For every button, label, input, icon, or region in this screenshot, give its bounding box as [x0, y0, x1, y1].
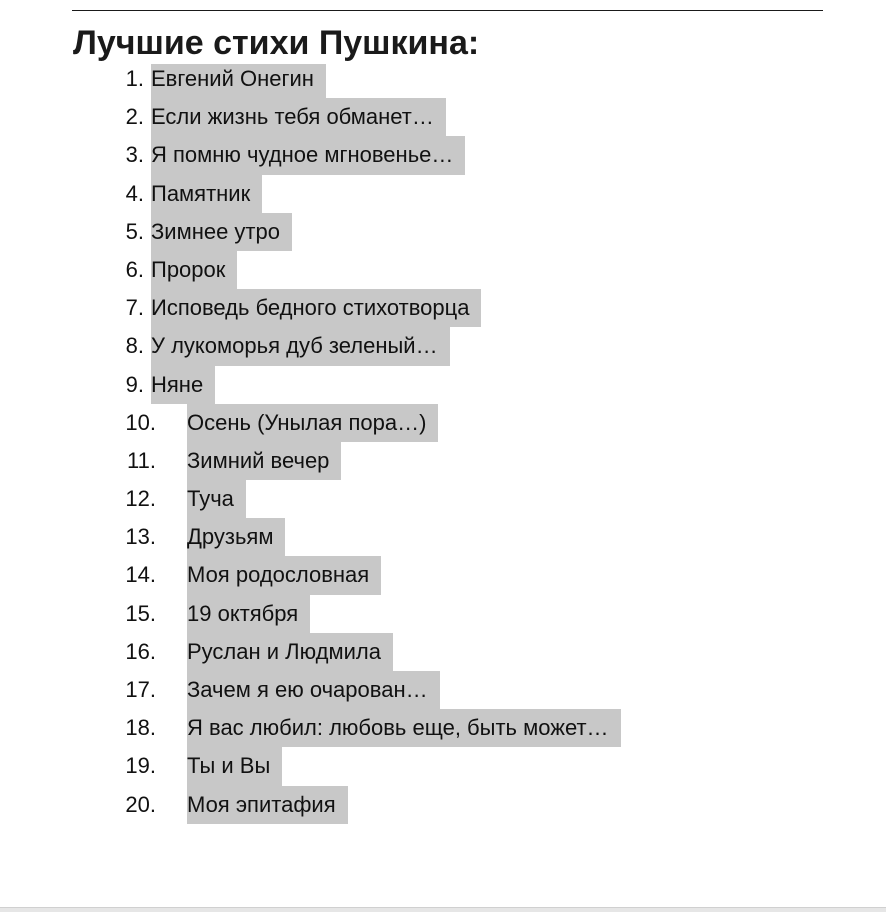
- list-item-title: Зимнее утро: [151, 213, 292, 251]
- list-item-number: 3.: [125, 142, 144, 168]
- list-item-number: 4.: [125, 180, 144, 206]
- list-item: [0, 518, 886, 556]
- list-item-number: 1.: [125, 66, 144, 91]
- list-item-title: Няне: [151, 366, 215, 404]
- list-item: [0, 556, 886, 594]
- list-item: [0, 633, 886, 671]
- list-item-title: Пророк: [151, 251, 237, 289]
- list-item-number: 20.: [125, 791, 156, 817]
- list-item: [0, 175, 886, 213]
- list-item: [0, 251, 886, 289]
- list-item: [0, 98, 886, 136]
- list-item-title: Зачем я ею очарован…: [187, 671, 440, 709]
- list-item-title: Я вас любил: любовь еще, быть может…: [187, 709, 621, 747]
- list-item: [0, 404, 886, 442]
- list-item-title: Руслан и Людмила: [187, 633, 393, 671]
- list-item-number: 13.: [125, 524, 156, 550]
- list-item-title: Друзьям: [187, 518, 285, 556]
- list-item: [0, 327, 886, 365]
- list-item-title: Памятник: [151, 175, 262, 213]
- list-item-number: 2.: [125, 104, 144, 130]
- list-item-number: 9.: [125, 371, 144, 397]
- list-item: [0, 60, 886, 98]
- list-item: [0, 480, 886, 518]
- list-item-title: Осень (Унылая пора…): [187, 404, 438, 442]
- list-item-title: 19 октября: [187, 595, 310, 633]
- list-item-number: 14.: [125, 562, 156, 588]
- list-item-number: 16.: [125, 638, 156, 664]
- list-item-number: 5.: [125, 218, 144, 244]
- list-item-number: 12.: [125, 486, 156, 512]
- list-item: [0, 213, 886, 251]
- list-item-title: Евгений Онегин: [151, 64, 326, 98]
- top-rule: [72, 10, 823, 11]
- list-item-title: Туча: [187, 480, 246, 518]
- list-item: [0, 709, 886, 747]
- list-item: [0, 136, 886, 174]
- list-item-title: Моя эпитафия: [187, 786, 348, 824]
- list-item: [0, 442, 886, 480]
- list-item-title: Моя родословная: [187, 556, 381, 594]
- list-item-number: 10.: [125, 409, 156, 435]
- list-item-title: У лукоморья дуб зеленый…: [151, 327, 450, 365]
- page-title: Лучшие стихи Пушкина:: [73, 24, 480, 62]
- list-item-number: 8.: [125, 333, 144, 359]
- poem-list: [0, 60, 886, 824]
- list-item-number: 15.: [125, 600, 156, 626]
- list-item-title: Зимний вечер: [187, 442, 341, 480]
- list-item-number: 11.: [127, 447, 156, 473]
- list-item: [0, 747, 886, 785]
- list-item-number: 19.: [125, 753, 156, 779]
- bottom-border: [0, 907, 886, 912]
- list-item: [0, 595, 886, 633]
- list-item-title: Если жизнь тебя обманет…: [151, 98, 446, 136]
- list-item: [0, 289, 886, 327]
- list-item-number: 6.: [125, 256, 144, 282]
- list-item-title: Ты и Вы: [187, 747, 282, 785]
- list-item-number: 18.: [125, 715, 156, 741]
- list-item: [0, 786, 886, 824]
- list-item-title: Исповедь бедного стихотворца: [151, 289, 481, 327]
- list-item-title: Я помню чудное мгновенье…: [151, 136, 465, 174]
- list-item: [0, 671, 886, 709]
- list-item-number: 17.: [125, 677, 156, 702]
- list-item-number: 7.: [125, 295, 144, 321]
- list-item: [0, 366, 886, 404]
